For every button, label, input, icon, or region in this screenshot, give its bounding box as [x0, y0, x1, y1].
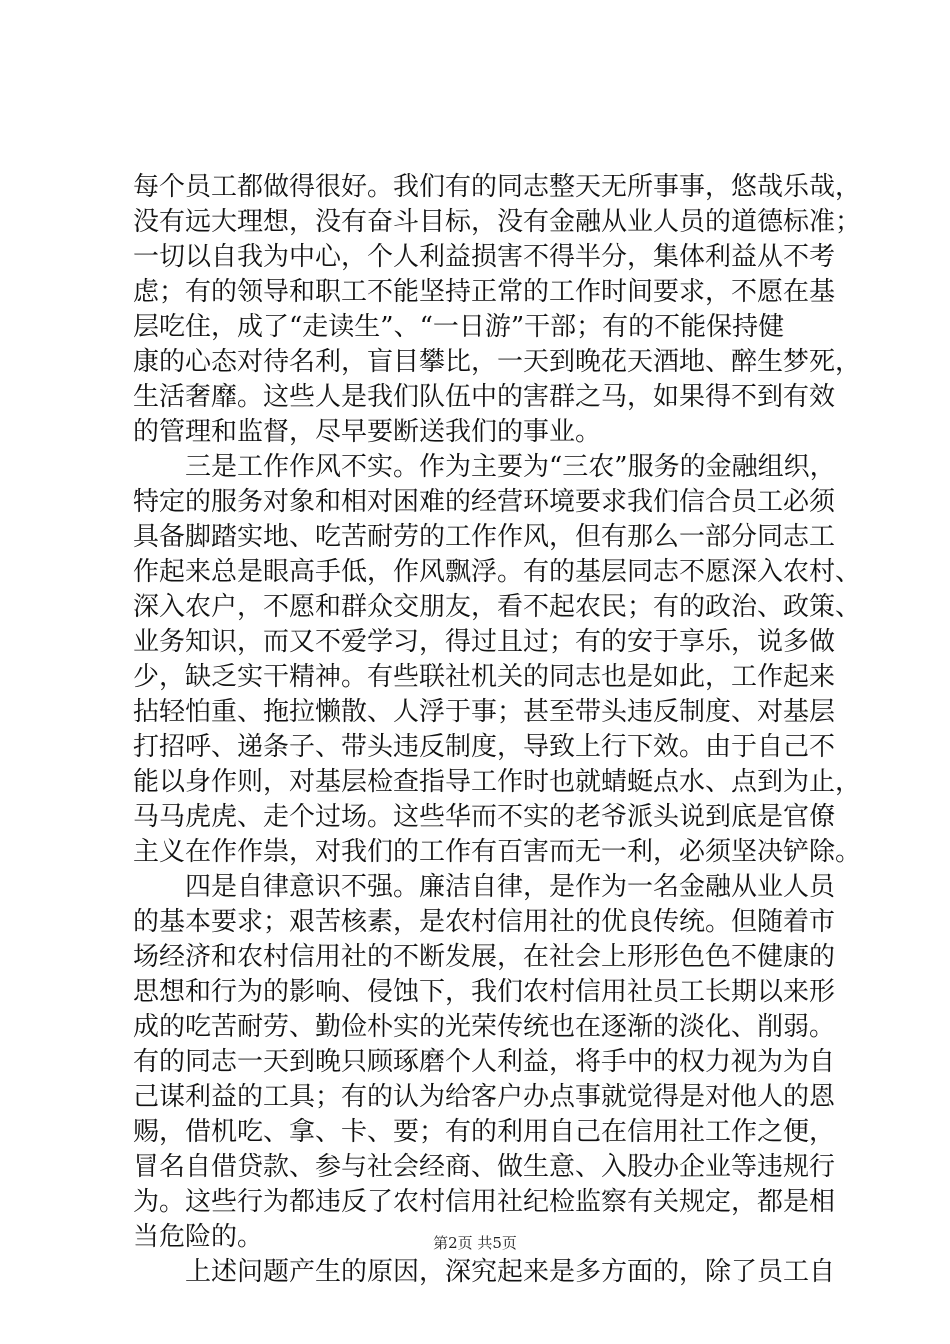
body-text-line: 马马虎虎、走个过场。这些华而不实的老爷派头说到底是官僚	[133, 802, 836, 832]
body-text-line: 场经济和农村信用社的不断发展，在社会上形形色色不健康的	[133, 942, 836, 972]
body-text-line: 成的吃苦耐劳、勤俭朴实的光荣传统也在逐渐的淡化、削弱。	[133, 1012, 836, 1042]
body-text-line: 赐，借机吃、拿、卡、要；有的利用自己在信用社工作之便，	[133, 1117, 836, 1147]
paragraph-three-start: 三是工作作风不实。作为主要为“三农”服务的金融组织，	[133, 452, 836, 482]
body-text-line: 的基本要求；艰苦核素，是农村信用社的优良传统。但随着市	[133, 907, 836, 937]
body-text-line: 虑；有的领导和职工不能坚持正常的工作时间要求，不愿在基	[133, 277, 836, 307]
body-text-line: 每个员工都做得很好。我们有的同志整天无所事事，悠哉乐哉，	[133, 172, 862, 202]
body-text-line: 当危险的。	[133, 1222, 264, 1252]
body-text-line: 冒名自借贷款、参与社会经商、做生意、入股办企业等违规行	[133, 1152, 836, 1182]
body-text-line: 业务知识，而又不爱学习，得过且过；有的安于享乐，说多做	[133, 627, 836, 657]
paragraph-five-start: 上述问题产生的原因，深究起来是多方面的，除了员工自	[133, 1257, 836, 1287]
body-text-line: 能以身作则，对基层检查指导工作时也就蜻蜓点水、点到为止，	[133, 767, 862, 797]
body-text-line: 没有远大理想，没有奋斗目标，没有金融从业人员的道德标准；	[133, 207, 862, 237]
body-text-line: 为。这些行为都违反了农村信用社纪检监察有关规定，都是相	[133, 1187, 836, 1217]
paragraph-four-start: 四是自律意识不强。廉洁自律，是作为一名金融从业人员	[133, 872, 836, 902]
body-text-line: 生活奢靡。这些人是我们队伍中的害群之马，如果得不到有效	[133, 382, 836, 412]
body-text-line: 己谋利益的工具；有的认为给客户办点事就觉得是对他人的恩	[133, 1082, 836, 1112]
body-text-line: 作起来总是眼高手低，作风飘浮。有的基层同志不愿深入农村、	[133, 557, 862, 587]
body-text-line: 具备脚踏实地、吃苦耐劳的工作作风，但有那么一部分同志工	[133, 522, 836, 552]
body-text-line: 深入农户，不愿和群众交朋友，看不起农民；有的政治、政策、	[133, 592, 862, 622]
body-text-line: 思想和行为的影响、侵蚀下，我们农村信用社员工长期以来形	[133, 977, 836, 1007]
body-text-line: 层吃住，成了“走读生”、“一日游”干部；有的不能保持健	[133, 312, 785, 342]
body-text-line: 的管理和监督，尽早要断送我们的事业。	[133, 417, 602, 447]
body-text-line: 特定的服务对象和相对困难的经营环境要求我们信合员工必须	[133, 487, 836, 517]
page-footer: 第2页 共5页	[433, 1234, 517, 1252]
body-text-line: 康的心态对待名利，盲目攀比，一天到晚花天酒地、醉生梦死，	[133, 347, 862, 377]
body-text-line: 打招呼、递条子、带头违反制度，导致上行下效。由于自己不	[133, 732, 836, 762]
body-text-line: 有的同志一天到晚只顾琢磨个人利益，将手中的权力视为为自	[133, 1047, 836, 1077]
body-text-line: 主义在作作祟，对我们的工作有百害而无一利，必须坚决铲除。	[133, 837, 862, 867]
body-text-line: 一切以自我为中心，个人利益损害不得半分，集体利益从不考	[133, 242, 836, 272]
body-text-line: 少，缺乏实干精神。有些联社机关的同志也是如此，工作起来	[133, 662, 836, 692]
body-text-line: 拈轻怕重、拖拉懒散、人浮于事；甚至带头违反制度、对基层	[133, 697, 836, 727]
